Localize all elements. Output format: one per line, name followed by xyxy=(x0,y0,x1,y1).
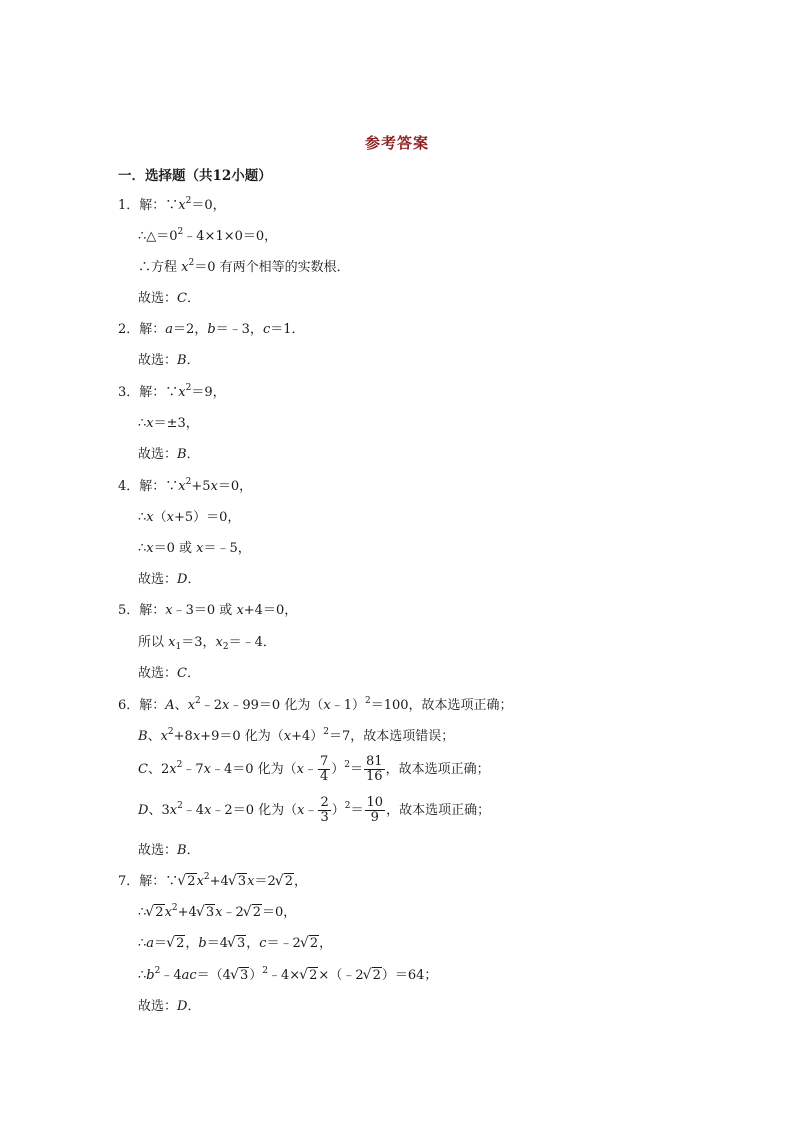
answer-2-choice: 故选：B． xyxy=(138,353,200,368)
answer-4-line-2: ∴x（x+5）＝0， xyxy=(138,510,241,525)
answer-6-option-d: D、$3x^2﹣4x﹣2=0$ 化为（x﹣ $\frac{2}{3}$ ）$^2$＝ $\frac{10}{9}$ ，故本选项正确； xyxy=(138,795,491,825)
answer-4-line-3: ∴x＝0 或 x＝﹣5， xyxy=(138,541,251,556)
answer-7-line-1: 7．解：∵√ $2x^2+4√$ 3x＝2√ 2， xyxy=(118,873,307,891)
answer-7-choice: 故选：D． xyxy=(138,999,201,1014)
answer-2-line-1: 2．解：a＝2，b＝﹣3，c＝1． xyxy=(118,322,305,337)
answer-5-line-1: 5．解：x﹣3＝0 或 x+4＝0， xyxy=(118,603,298,618)
answer-7-line-4: $\therefore b^2﹣4ac=(4√$ 3）$^2$﹣4×√ 2×（﹣2√ 2）＝64； xyxy=(138,967,437,985)
answer-4-line-1: 4．解：$\because x^2+5x=0$， xyxy=(118,477,253,494)
answer-3-line-1: 3．解：$\because x^2=9$， xyxy=(118,383,226,400)
answer-1-line-3: ∴方程 $x^2=0$ 有两个相等的实数根． xyxy=(138,258,350,275)
answer-6-option-a: 6．解：A、$x^2﹣2x﹣99=0$ 化为（x﹣1）$^2$＝100，故本选项正确； xyxy=(118,696,513,713)
answer-1-line-2: $\therefore\triangle=0^2﹣4\times 1\times 0=0$， xyxy=(138,227,278,244)
answer-5-choice: 故选：C． xyxy=(138,666,200,681)
answer-6-option-c: C、$2x^2﹣7x﹣4=0$ 化为（x﹣ $\frac{7}{4}$ ）$^2$＝ $\frac{81}{16}$ ，故本选项正确； xyxy=(138,754,490,784)
answer-7-line-2: ∴√ $2x^2+4√$ 3x﹣2√ 2＝0， xyxy=(138,904,296,922)
section-heading: 一．选择题（共12小题） xyxy=(118,168,272,184)
answer-5-line-2: 所以 $x_1=3$，$x_2=﹣4$． xyxy=(138,635,276,652)
answer-6-option-b: B、$x^2+8x+9=0$ 化为$(x+4)^2=7$，故本选项错误； xyxy=(138,727,455,744)
answer-1-line-1: 1．解：$\because x^2=0$， xyxy=(118,196,226,213)
answer-3-line-2: ∴x＝±3， xyxy=(138,416,199,431)
page-title: 参考答案 xyxy=(364,134,429,152)
answer-6-choice: 故选：B． xyxy=(138,843,200,858)
answer-1-choice: 故选：C． xyxy=(138,291,200,306)
answer-3-choice: 故选：B． xyxy=(138,447,200,462)
answer-7-line-3: ∴a＝√ 2，b＝4√ 3，c＝﹣2√ 2， xyxy=(138,935,332,953)
answer-4-choice: 故选：D． xyxy=(138,572,201,587)
